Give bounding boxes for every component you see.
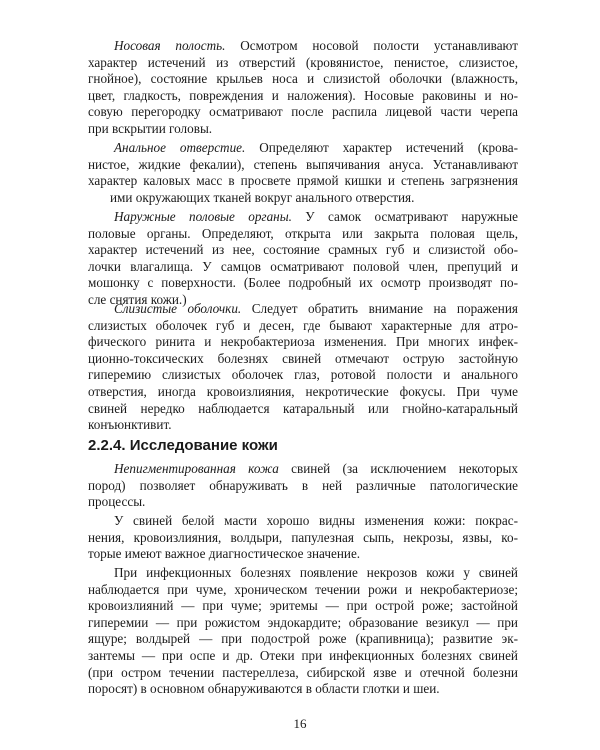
text-line: свиней нередко наблюдается катаральный или гнойно-катаральный — [88, 400, 518, 416]
paragraph-unpigmented-skin — [88, 461, 518, 511]
text-line: слизистых оболочек губ и десен, где бывают характерные для атро- — [88, 317, 518, 333]
term-mucous-membranes: Слизистые оболочки. — [114, 301, 242, 316]
text-line: У свиней белой масти хорошо видны изменения кожи: покрас- — [114, 513, 518, 528]
text-line: гиперемии — при рожистом эндокардите; образование везикул — при — [88, 614, 518, 630]
text-line: при вскрытии головы. — [88, 120, 213, 136]
text-line: (при остром течении пастереллеза, сибирской язве и отечной болезни — [88, 664, 518, 680]
text-line: гнойное), состояние крыльев носа и слизистой оболочки (влажность, — [88, 71, 518, 87]
text-line: мошонку с поверхности. (Более подробный их осмотр производят по- — [88, 275, 518, 291]
paragraph-white-pigs — [88, 513, 518, 563]
paragraph-skin-necrosis — [88, 565, 518, 698]
text-line: фического ринита и некробактериоза изменения. При многих инфек- — [88, 334, 518, 350]
term-anal-opening: Анальное отверстие. — [114, 140, 246, 155]
text-line: ими окружающих тканей вокруг анального отверстия. — [110, 189, 415, 205]
text-line: ящуре; волдырей — при подострой роже (крапивница); развитие эк- — [88, 631, 518, 647]
term-unpigmented-skin: Непигментированная кожа — [114, 461, 279, 476]
section-heading: 2.2.4. Исследование кожи — [88, 437, 278, 454]
paragraph-anal-opening — [88, 140, 518, 206]
text-line: сле снятия кожи.) — [88, 291, 187, 307]
text-line: Носовая полость. Осмотром носовой полости устанавливают — [114, 38, 519, 53]
text-line: конъюнктивит. — [88, 417, 172, 433]
text-line: характер истечений из нее, состояние срамных губ и слизистой обо- — [88, 242, 518, 258]
text-line: лочки влагалища. У самцов осматривают половой член, препуций и — [88, 258, 518, 274]
text-line: пород) позволяет обнаруживать в ней различные патологические — [88, 477, 518, 493]
paragraph-external-genitals — [88, 209, 518, 309]
text-line: характер истечений из отверстий (кровянистое, пенистое, слизистое, — [88, 54, 518, 70]
text-line: торые имеют важное диагностическое значение. — [88, 546, 361, 562]
term-nasal-cavity: Носовая полость. — [114, 38, 226, 53]
text-line: зантемы — при оспе и др. Отеки при инфекционных болезнях свиней — [88, 647, 518, 663]
text-line: цвет, гладкость, повреждения и наложения). Носовые раковины и но- — [88, 87, 518, 103]
page-number: 16 — [293, 716, 307, 731]
text-line: совую перегородку осматривают после распила лицевой части черепа — [88, 104, 518, 120]
text-line: характер каловых масс в просвете прямой кишки и степень загрязнения — [88, 173, 518, 189]
paragraph-nasal-cavity — [88, 38, 518, 138]
text-line: поросят) в основном обнаруживаются в области глотки и шеи. — [88, 681, 440, 697]
paragraph-mucous-membranes — [88, 301, 518, 434]
text-line: нения, кровоизлияния, волдыри, папулезная сыпь, некрозы, язвы, ко- — [88, 529, 518, 545]
term-external-genitals: Наружные половые органы. — [114, 209, 292, 224]
text-line: Наружные половые органы. У самок осматривают наружные — [114, 209, 518, 224]
text-line: Слизистые оболочки. Следует обратить внимание на поражения — [114, 301, 518, 316]
text-line: кровоизлияний — при чуме; эритемы — при острой роже; застойной — [88, 598, 518, 614]
text-line: половые органы. Определяют, открыта или закрыта половая щель, — [88, 225, 518, 241]
text-line: ционно-токсических болезнях свиней отмечают острую застойную — [88, 350, 518, 366]
text-line: нистое, жидкие фекалии), степень выпячивания ануса. Устанавливают — [88, 156, 518, 172]
text-line: гиперемию слизистых оболочек глаз, ротовой полости и анального — [88, 367, 518, 383]
text-line: Анальное отверстие. Определяют характер истечений (крова- — [114, 140, 518, 155]
text-line: процессы. — [88, 494, 146, 510]
text-line: наблюдается при чуме, хроническом течении рожи и некробактериозе; — [88, 581, 518, 597]
text-line: Непигментированная кожа свиней (за исключением некоторых — [114, 461, 519, 476]
text-line: При инфекционных болезнях появление некрозов кожи у свиней — [114, 565, 518, 580]
text-line: отверстия, иногда кровоизлияния, некротические фокусы. При чуме — [88, 383, 518, 399]
